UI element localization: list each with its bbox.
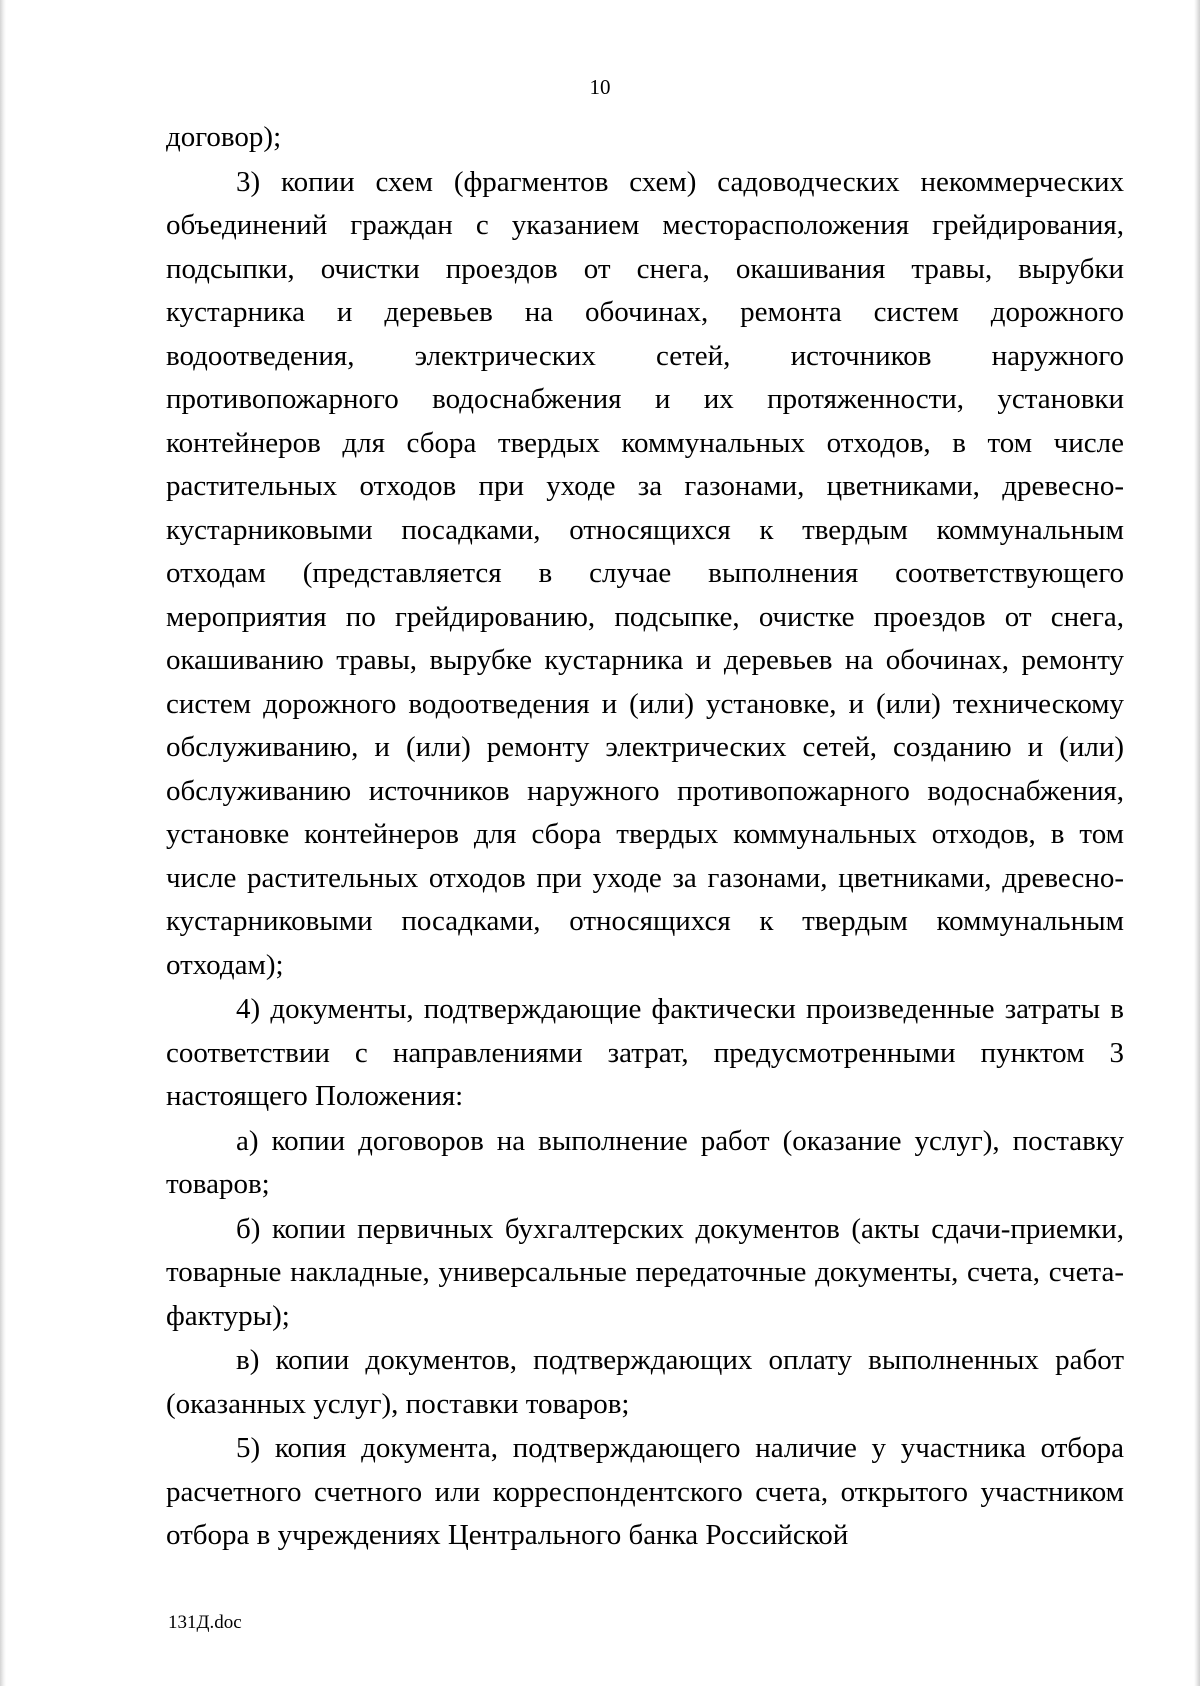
paragraph: 3) копии схем (фрагментов схем) садоводческих некоммерческих объединений граждан с указанием месторасположения грейдирования, подсыпки, очистки проездов от снега, окашивания травы, вырубки кустарника и деревьев на обочинах, ремонта систем дорожного водоотведения, электрических сетей, источников наружного противопожарного водоснабжения и их протяженности, установки контейнеров для сбора твердых коммунальных отходов, в том числе растительных отходов при уходе за газонами, цветниками, древесно-кустарниковыми посадками, относящихся к твердым коммунальным отходам (представляется в случае выполнения соответствующего мероприятия по грейдированию, подсыпке, очистке проездов от снега, окашиванию травы, вырубке кустарника и деревьев на обочинах, ремонту систем дорожного водоотведения и (или) установке, и (или) техническому обслуживанию, и (или) ремонту электрических сетей, созданию и (или) обслуживанию источников наружного противопожарного водоснабжения, установке контейнеров для сбора твердых коммунальных отходов, в том числе растительных отходов при уходе за газонами, цветниками, древесно-кустарниковыми посадками, относящихся к твердым коммунальным отходам); <box>166 165 1124 981</box>
scan-edge-right <box>1194 0 1200 1686</box>
paragraph: б) копии первичных бухгалтерских документов (акты сдачи-приемки, товарные накладные, универсальные передаточные документы, счета, счета-фактуры); <box>166 1212 1124 1332</box>
paragraph: 4) документы, подтверждающие фактически произведенные затраты в соответствии с направлениями затрат, предусмотренными пунктом 3 настоящего Положения: <box>166 993 1124 1112</box>
scan-edge-left <box>0 0 6 1686</box>
paragraph: в) копии документов, подтверждающих оплату выполненных работ (оказанных услуг), поставки товаров; <box>166 1344 1124 1420</box>
paragraph: а) копии договоров на выполнение работ (оказание услуг), поставку товаров; <box>166 1124 1124 1200</box>
paragraph: договор); <box>166 121 282 153</box>
footer-filename: 131Д.doc <box>168 1612 242 1633</box>
page-number: 10 <box>589 75 611 99</box>
document-body <box>166 116 1124 1559</box>
paragraph: 5) копия документа, подтверждающего наличие у участника отбора расчетного счетного или корреспондентского счета, открытого участником отбора в учреждениях Центрального банка Российской <box>166 1432 1124 1551</box>
